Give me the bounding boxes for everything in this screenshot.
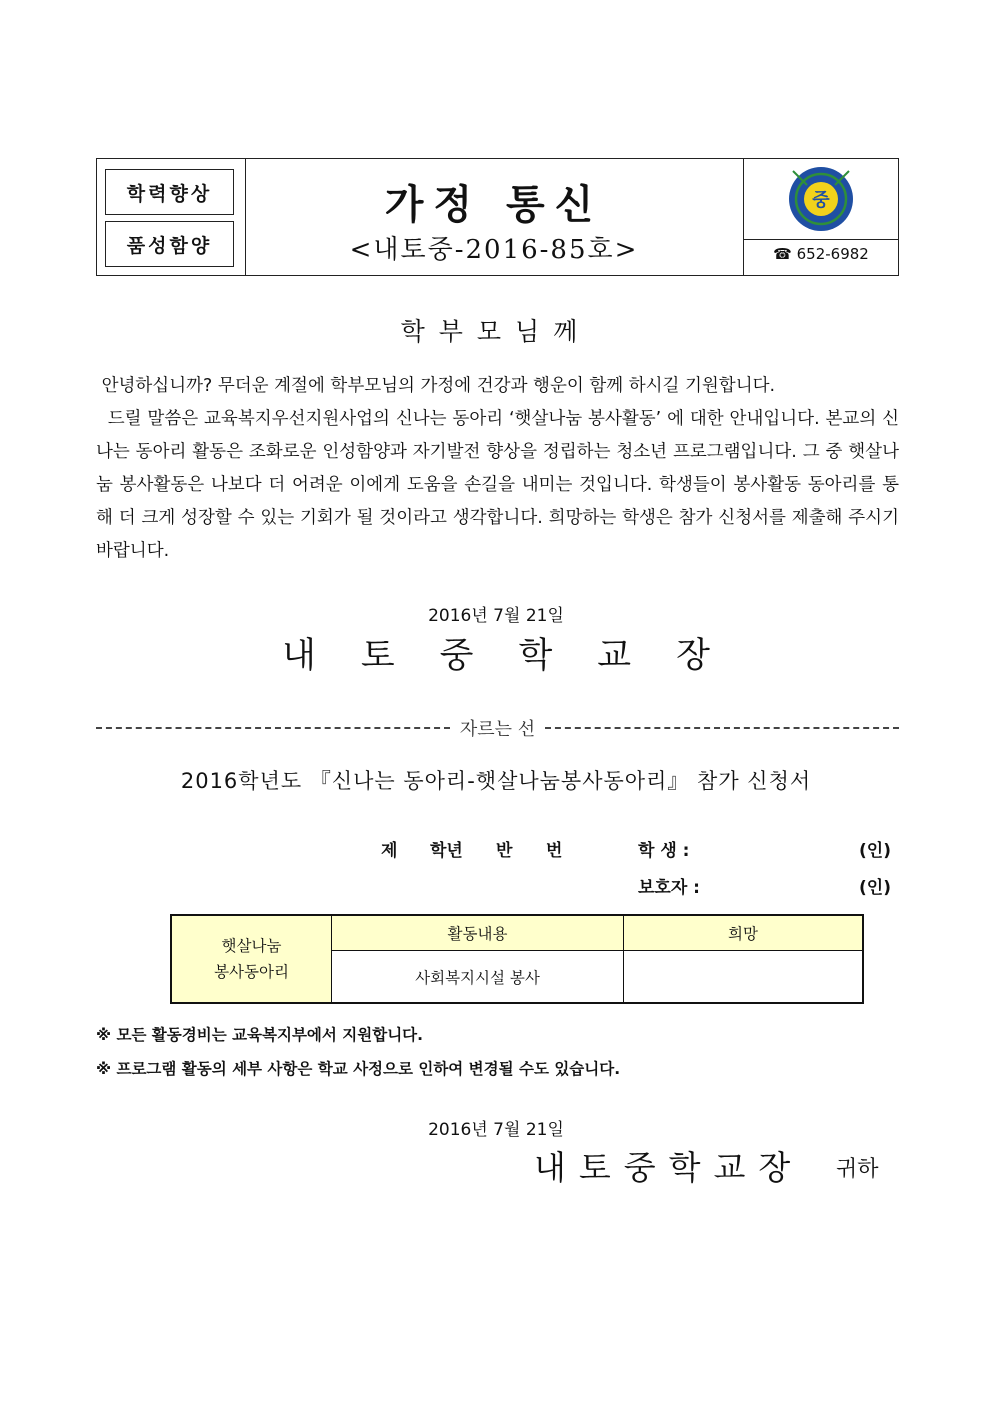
motto-column [97, 159, 246, 275]
wish-cell[interactable] [624, 951, 862, 1002]
cut-line-dashes-right [545, 727, 899, 729]
form-title: 2016학년도 『신나는 동아리-햇살나눔봉사동아리』 참가 신청서 [180, 769, 812, 793]
salutation: 학부모님께 [400, 317, 592, 346]
body-paragraph-2 [96, 403, 899, 568]
activity-cell: 사회복지시설 봉사 [332, 951, 624, 1002]
logo-column [743, 159, 899, 275]
header-wish-cell: 희망 [624, 916, 862, 951]
logo-area [743, 159, 899, 240]
header-box [96, 158, 899, 276]
paragraph-2-text: 드릴 말씀은 교육복지우선지원사업의 신나는 동아리 ‘햇살나눔 봉사활동’ 에 대한 안내입니다. 본교의 신나는 동아리 활동은 조화로운 인성함양과 자기발전 향상을 정립하는 청소년 프로그램입니다. 그 중 햇살나눔 봉사활동은 나보다 더 어려운 이에게 도움을 손길을 내미는 것입니다. 학생들이 봉사활동 동아리를 통해 더 크게 성장할 수 있는 기회가 될 것이라고 생각합니다. 희망하는 학생은 참가 신청서를 제출해 주시기 바랍니다. [96, 409, 899, 561]
form-date: 2016년 7월 21일 [428, 1120, 564, 1140]
title-column [245, 159, 744, 275]
notice-date: 2016년 7월 21일 [428, 606, 564, 626]
activity-table [170, 914, 864, 1004]
student-info-line [0, 836, 992, 860]
cut-line-label: 자르는 선 [459, 719, 536, 740]
form-honorific: 귀하 [836, 1157, 879, 1182]
motto-academic: 학력향상 [105, 169, 234, 215]
document-title: 가정 통신 [384, 181, 604, 228]
guardian-label: 보호자 : [638, 878, 700, 898]
club-name-line-1: 햇살나눔 [221, 937, 282, 955]
number-label: 번 [546, 841, 563, 861]
club-name-cell [172, 916, 332, 1002]
note-changes: ※ 프로그램 활동의 세부 사항은 학교 사정으로 인하여 변경될 수도 있습니다. [96, 1060, 621, 1078]
document-number: <내토중-2016-85호> [349, 235, 639, 265]
class-label: 반 [496, 841, 513, 861]
phone-number: ☎ 652-6982 [773, 245, 869, 263]
principal-signature: 내토중학교장 [282, 636, 755, 676]
paragraph-1-text: 안녕하십니까? 무더운 계절에 학부모님의 가정에 건강과 행운이 함께 하시길 기원합니다. [101, 376, 776, 396]
cut-line [96, 715, 899, 741]
student-seal-label: (인) [859, 841, 891, 861]
note-expenses: ※ 모든 활동경비는 교육복지부에서 지원합니다. [96, 1026, 424, 1044]
header-activity-cell: 활동내용 [332, 916, 624, 951]
guardian-seal-label: (인) [859, 878, 891, 898]
emblem-letter: 중 [812, 190, 830, 211]
guardian-info-line [0, 873, 992, 897]
student-label: 학 생 : [638, 841, 690, 861]
year-label: 학년 [430, 841, 463, 861]
form-addressee: 내토중학교장 [534, 1148, 804, 1187]
body-paragraph-1 [96, 370, 899, 403]
cut-line-dashes-left [96, 727, 450, 729]
grade-label: 제 [381, 841, 398, 861]
club-name-line-2: 봉사동아리 [214, 963, 289, 981]
school-emblem-icon [787, 165, 855, 233]
motto-character: 품성함양 [105, 221, 234, 267]
